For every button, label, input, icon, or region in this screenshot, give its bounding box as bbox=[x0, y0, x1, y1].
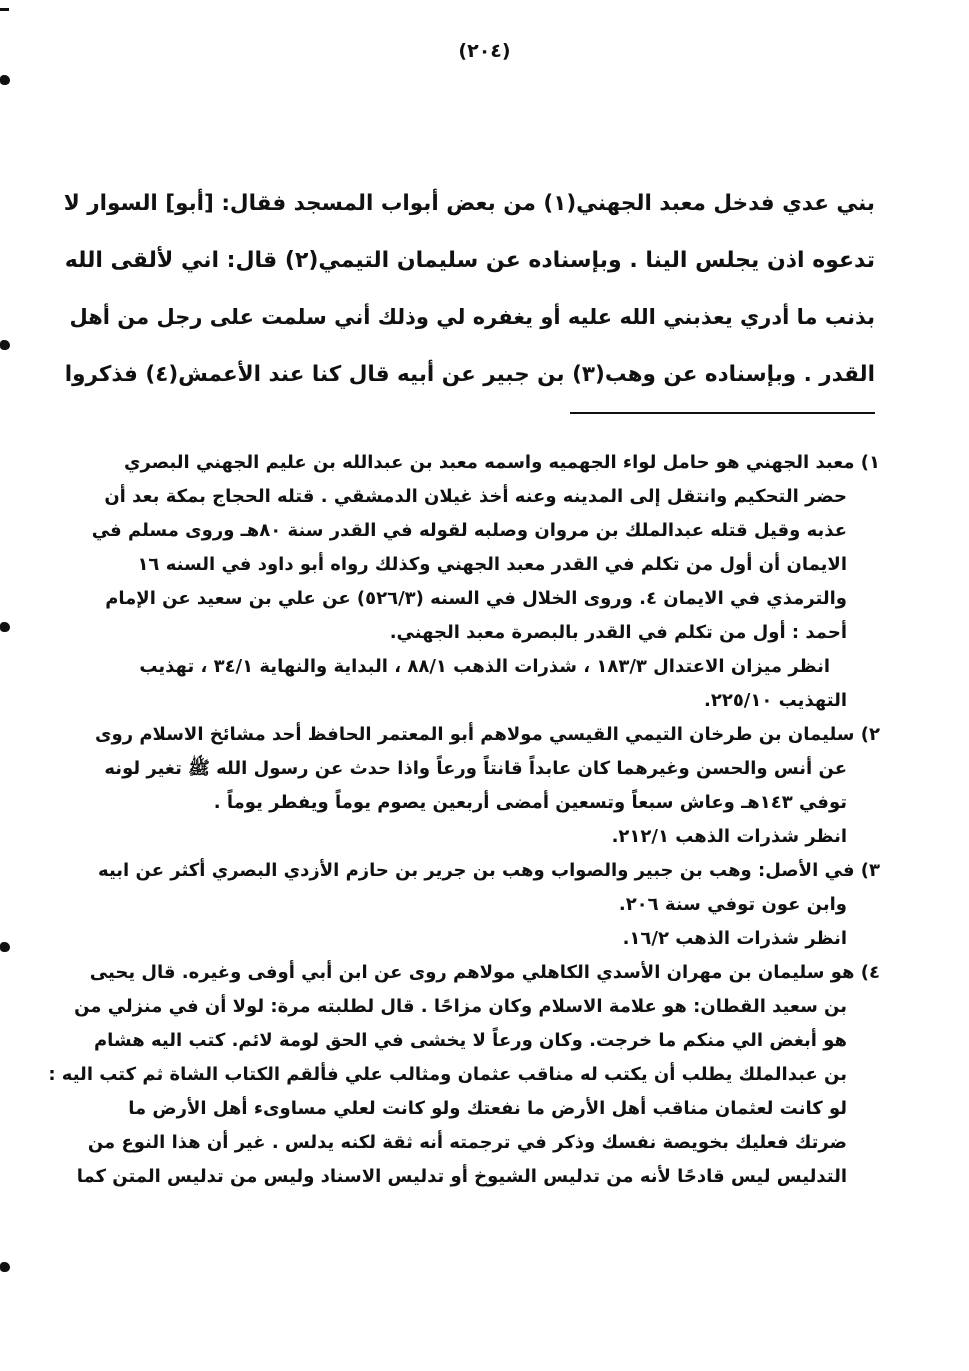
footnote-line: توفي ١٤٣هـ وعاش سبعاً وتسعين أمضى أربعين يصوم يوماً ويفطر يوماً . bbox=[213, 792, 847, 813]
footnote-line: وابن عون توفي سنة ٢٠٦. bbox=[618, 894, 847, 915]
scan-mark bbox=[0, 622, 10, 632]
footnote-line: عذبه وقيل قتله عبدالملك بن مروان وصلبه لقوله في القدر سنة ٨٠هـ وروى مسلم في bbox=[91, 520, 847, 541]
footnote-reference: انظر ميزان الاعتدال ١٨٣/٣ ، شذرات الذهب ٨٨/١ ، البداية والنهاية ٣٤/١ ، تهذيب bbox=[139, 656, 830, 677]
footnote-line: أحمد : أول من تكلم في القدر بالبصرة معبد الجهني. bbox=[389, 622, 847, 643]
footnote-line: بن سعيد القطان: هو علامة الاسلام وكان مزاحًا . قال لطلبته مرة: لولا أن في منزلي من bbox=[74, 996, 847, 1017]
footnote-line: حضر التحكيم وانتقل إلى المدينه وعنه أخذ غيلان الدمشقي . قتله الحجاج بمكة بعد أن bbox=[104, 486, 847, 507]
footnote-2 bbox=[40, 718, 880, 854]
footnote-reference: انظر شذرات الذهب ١٦/٢. bbox=[622, 928, 847, 949]
scan-mark bbox=[0, 1262, 10, 1272]
main-text-line: بني عدي فدخل معبد الجهني(١) من بعض أبواب المسجد فقال: [أبو] السوار لا bbox=[63, 191, 875, 216]
footnote-separator bbox=[570, 412, 875, 414]
scan-mark bbox=[0, 8, 9, 11]
main-text-line: تدعوه اذن يجلس الينا . وبإسناده عن سليمان التيمي(٢) قال: اني لألقى الله bbox=[64, 248, 875, 273]
footnote-reference: التهذيب ٢٢٥/١٠. bbox=[704, 690, 847, 711]
footnote-reference: انظر شذرات الذهب ٢١٢/١. bbox=[611, 826, 847, 847]
scan-mark bbox=[0, 942, 10, 952]
footnote-line: ٤) هو سليمان بن مهران الأسدي الكاهلي مولاهم روى عن ابن أبي أوفى وغيره. قال يحيى bbox=[89, 962, 880, 983]
footnote-line: عن أنس والحسن وغيرهما كان عابداً قانتاً ورعاً واذا حدث عن رسول الله ﷺ تغير لونه bbox=[104, 758, 847, 779]
main-text bbox=[55, 175, 875, 403]
footnote-line: لو كانت لعثمان مناقب أهل الأرض ما نفعتك ولو كانت لعلي مساوىء أهل الأرض ما bbox=[128, 1098, 847, 1119]
footnote-4 bbox=[40, 956, 880, 1194]
footnotes bbox=[40, 446, 880, 1194]
main-text-line: بذنب ما أدري يعذبني الله عليه أو يغفره لي وذلك أني سلمت على رجل من أهل bbox=[69, 305, 875, 329]
page-number: (٢٠٤) bbox=[458, 40, 511, 62]
main-text-line: القدر . وبإسناده عن وهب(٣) بن جبير عن أبيه قال كنا عند الأعمش(٤) فذكروا bbox=[64, 362, 875, 387]
footnote-line: ١) معبد الجهني هو حامل لواء الجهميه واسمه معبد بن عبدالله بن عليم الجهني البصري bbox=[124, 452, 880, 473]
footnote-line: والترمذي في الايمان ٤. وروى الخلال في السنه (٥٢٦/٣) عن علي بن سعيد عن الإمام bbox=[105, 588, 847, 609]
footnote-line: ٣) في الأصل: وهب بن جبير والصواب وهب بن جرير بن حازم الأزدي البصري أكثر عن ابيه bbox=[98, 860, 880, 881]
footnote-line: التدليس ليس قادحًا لأنه من تدليس الشيوخ أو تدليس الاسناد وليس من تدليس المتن كما bbox=[76, 1166, 847, 1187]
footnote-3 bbox=[40, 854, 880, 956]
scan-mark bbox=[0, 340, 10, 350]
footnote-1 bbox=[40, 446, 880, 718]
footnote-line: ٢) سليمان بن طرخان التيمي القيسي مولاهم أبو المعتمر الحافظ أحد مشائخ الاسلام روى bbox=[95, 724, 880, 745]
scan-mark bbox=[0, 75, 10, 85]
footnote-line: هو أبغض الي منكم ما خرجت. وكان ورعاً لا يخشى في الحق لومة لائم. كتب اليه هشام bbox=[93, 1030, 847, 1051]
footnote-line: الايمان أن أول من تكلم في القدر معبد الجهني وكذلك رواه أبو داود في السنه ١٦ bbox=[137, 554, 847, 575]
footnote-line: بن عبدالملك يطلب أن يكتب له مناقب عثمان ومثالب علي فألقم الكتاب الشاة ثم كتب اليه : bbox=[48, 1064, 847, 1085]
footnote-line: ضرتك فعليك بخويصة نفسك وذكر في ترجمته أنه ثقة لكنه يدلس . غير أن هذا النوع من bbox=[87, 1132, 847, 1153]
